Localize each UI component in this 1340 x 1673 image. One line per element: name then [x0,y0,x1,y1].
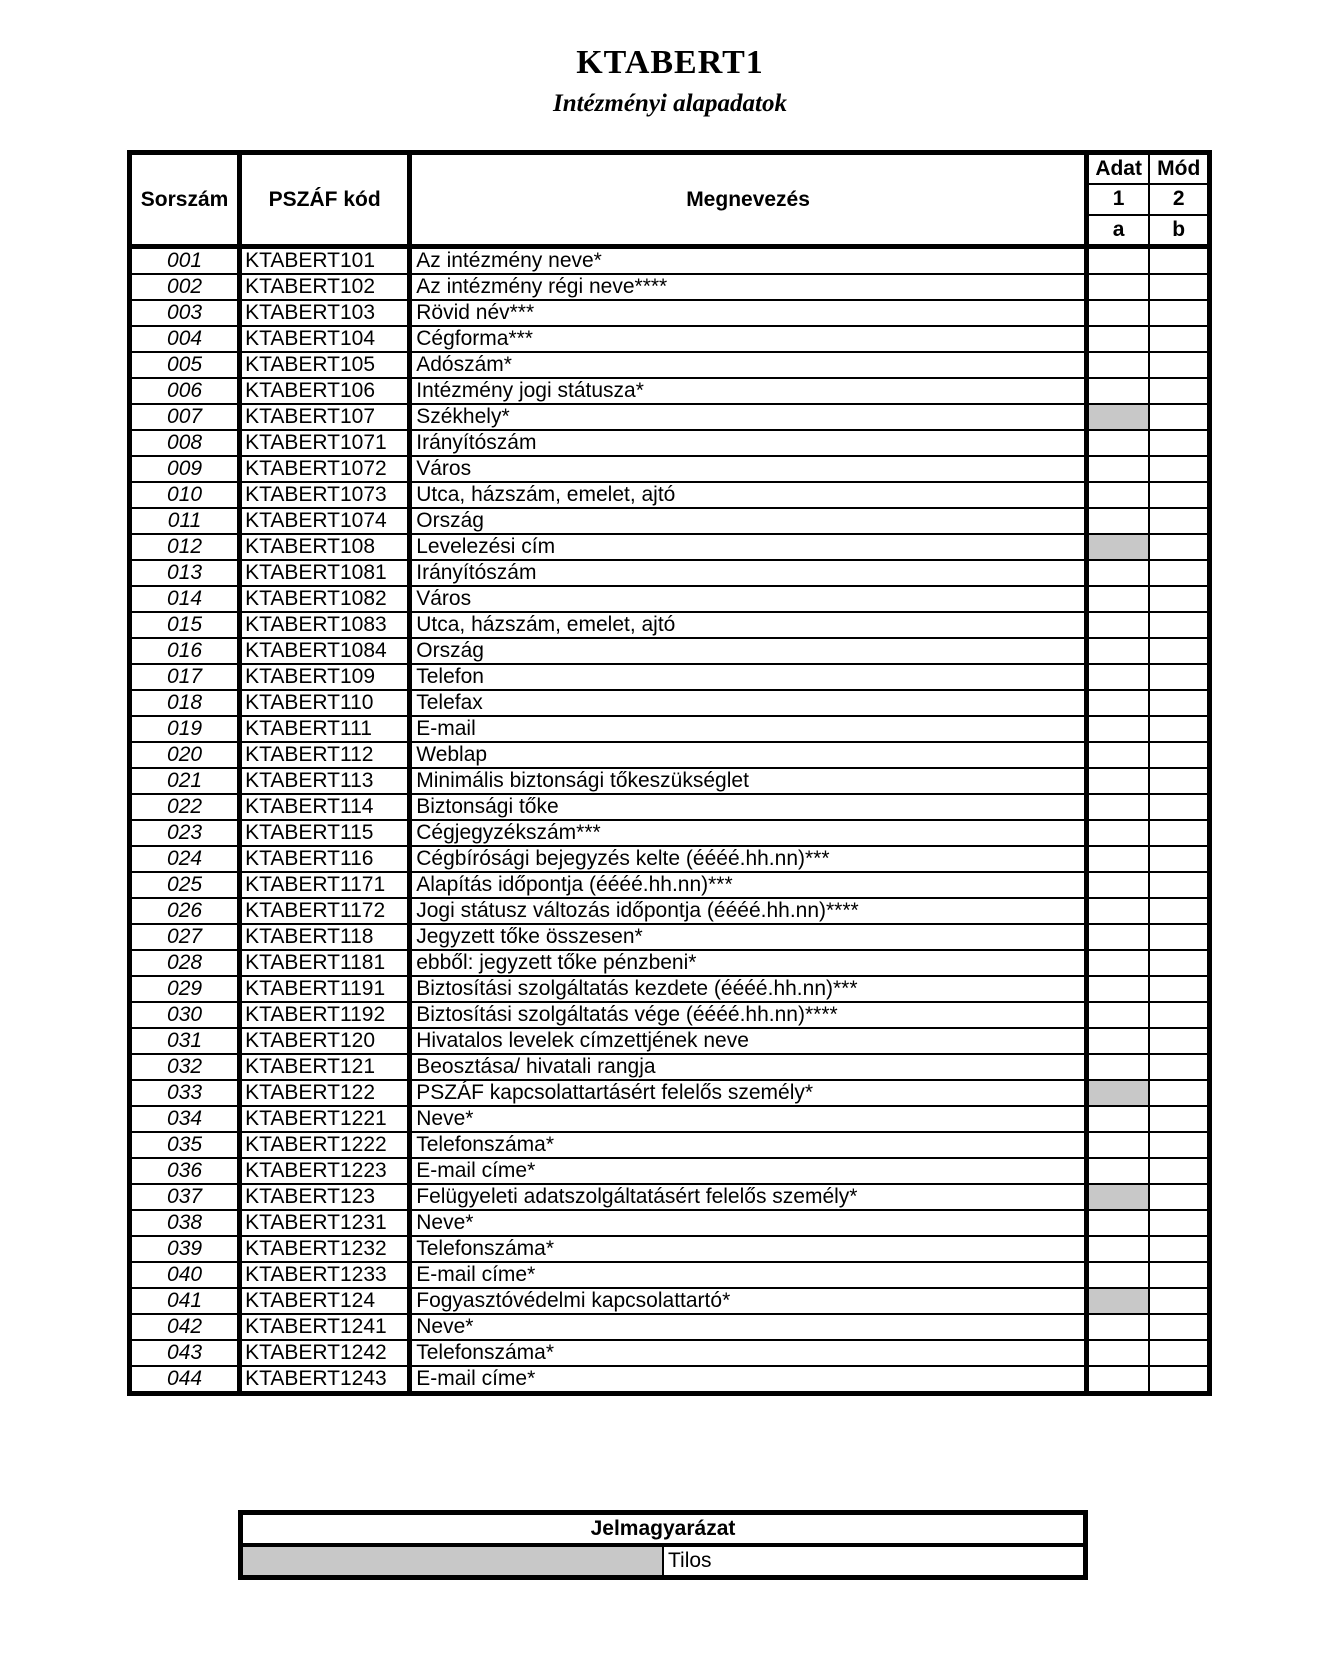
table-row [130,742,1210,768]
table-row [130,1366,1210,1394]
row-name: Alapítás időpontja (éééé.hh.nn)*** [410,872,1087,898]
row-mod-cell[interactable] [1149,326,1209,352]
row-mod-cell[interactable] [1149,300,1209,326]
header-mod: Mód [1149,153,1209,185]
row-adat-cell[interactable] [1086,456,1149,482]
row-mod-cell[interactable] [1149,1158,1209,1184]
row-adat-cell[interactable] [1086,924,1149,950]
row-code: KTABERT103 [240,300,410,326]
row-number: 011 [130,508,240,534]
row-adat-cell[interactable] [1086,638,1149,664]
row-code: KTABERT1241 [240,1314,410,1340]
row-number: 043 [130,1340,240,1366]
row-name: E-mail címe* [410,1262,1087,1288]
row-number: 042 [130,1314,240,1340]
row-name: Fogyasztóvédelmi kapcsolattartó* [410,1288,1087,1314]
row-mod-cell[interactable] [1149,534,1209,560]
row-number: 002 [130,274,240,300]
row-number: 012 [130,534,240,560]
row-name: Telefonszáma* [410,1132,1087,1158]
row-adat-cell[interactable] [1086,534,1149,560]
legend-table [238,1510,1088,1580]
row-adat-cell[interactable] [1086,612,1149,638]
row-mod-cell[interactable] [1149,976,1209,1002]
row-adat-cell[interactable] [1086,1262,1149,1288]
row-code: KTABERT1222 [240,1132,410,1158]
row-mod-cell[interactable] [1149,352,1209,378]
row-name: E-mail címe* [410,1158,1087,1184]
row-adat-cell[interactable] [1086,1080,1149,1106]
table-row [130,534,1210,560]
row-adat-cell[interactable] [1086,560,1149,586]
row-code: KTABERT1233 [240,1262,410,1288]
table-row [130,560,1210,586]
table-row [130,274,1210,300]
row-adat-cell[interactable] [1086,326,1149,352]
row-number: 038 [130,1210,240,1236]
row-adat-cell[interactable] [1086,274,1149,300]
table-body [130,247,1210,1394]
row-number: 031 [130,1028,240,1054]
row-number: 039 [130,1236,240,1262]
row-adat-cell[interactable] [1086,1054,1149,1080]
row-adat-cell[interactable] [1086,1288,1149,1314]
row-code: KTABERT1181 [240,950,410,976]
row-name: Cégjegyzékszám*** [410,820,1087,846]
row-code: KTABERT1221 [240,1106,410,1132]
header-adat-num: 1 [1086,184,1149,214]
row-number: 032 [130,1054,240,1080]
row-number: 005 [130,352,240,378]
row-number: 017 [130,664,240,690]
row-adat-cell[interactable] [1086,1132,1149,1158]
row-adat-cell[interactable] [1086,742,1149,768]
table-row [130,1158,1210,1184]
row-code: KTABERT1171 [240,872,410,898]
row-code: KTABERT1231 [240,1210,410,1236]
row-number: 018 [130,690,240,716]
row-adat-cell[interactable] [1086,300,1149,326]
row-code: KTABERT114 [240,794,410,820]
row-name: Telefonszáma* [410,1340,1087,1366]
row-mod-cell[interactable] [1149,820,1209,846]
row-adat-cell[interactable] [1086,1236,1149,1262]
row-number: 027 [130,924,240,950]
row-code: KTABERT101 [240,247,410,275]
row-name: Város [410,456,1087,482]
row-number: 004 [130,326,240,352]
row-adat-cell[interactable] [1086,1314,1149,1340]
row-mod-cell[interactable] [1149,456,1209,482]
row-mod-cell[interactable] [1149,1054,1209,1080]
row-code: KTABERT1072 [240,456,410,482]
row-number: 034 [130,1106,240,1132]
table-row [130,1262,1210,1288]
table-row [130,846,1210,872]
row-number: 023 [130,820,240,846]
row-adat-cell[interactable] [1086,352,1149,378]
table-row [130,1080,1210,1106]
table-row [130,898,1210,924]
row-code: KTABERT123 [240,1184,410,1210]
row-code: KTABERT1082 [240,586,410,612]
row-number: 044 [130,1366,240,1394]
row-code: KTABERT1223 [240,1158,410,1184]
row-name: E-mail [410,716,1087,742]
row-code: KTABERT120 [240,1028,410,1054]
row-mod-cell[interactable] [1149,482,1209,508]
table-row [130,404,1210,430]
row-mod-cell[interactable] [1149,1210,1209,1236]
table-row [130,456,1210,482]
row-adat-cell[interactable] [1086,1002,1149,1028]
row-name: E-mail címe* [410,1366,1087,1394]
row-name: Az intézmény régi neve**** [410,274,1087,300]
row-adat-cell[interactable] [1086,1028,1149,1054]
row-mod-cell[interactable] [1149,846,1209,872]
row-name: Felügyeleti adatszolgáltatásért felelős személy* [410,1184,1087,1210]
row-mod-cell[interactable] [1149,924,1209,950]
row-mod-cell[interactable] [1149,794,1209,820]
row-mod-cell[interactable] [1149,1340,1209,1366]
row-code: KTABERT104 [240,326,410,352]
table-row [130,1210,1210,1236]
row-name: Utca, házszám, emelet, ajtó [410,482,1087,508]
table-row [130,690,1210,716]
row-name: Levelezési cím [410,534,1087,560]
row-mod-cell[interactable] [1149,690,1209,716]
table-row [130,612,1210,638]
table-row [130,1340,1210,1366]
row-mod-cell[interactable] [1149,1002,1209,1028]
row-code: KTABERT1071 [240,430,410,456]
row-adat-cell[interactable] [1086,768,1149,794]
legend-swatch [241,1545,664,1578]
row-number: 019 [130,716,240,742]
table-row [130,768,1210,794]
row-name: Ország [410,638,1087,664]
row-name: Telefonszáma* [410,1236,1087,1262]
row-name: Adószám* [410,352,1087,378]
table-row [130,950,1210,976]
row-number: 037 [130,1184,240,1210]
row-code: KTABERT118 [240,924,410,950]
row-number: 021 [130,768,240,794]
table-row [130,976,1210,1002]
table-row [130,508,1210,534]
row-number: 028 [130,950,240,976]
row-adat-cell[interactable] [1086,950,1149,976]
row-mod-cell[interactable] [1149,1288,1209,1314]
row-code: KTABERT1172 [240,898,410,924]
row-adat-cell[interactable] [1086,872,1149,898]
row-code: KTABERT105 [240,352,410,378]
row-name: Beosztása/ hivatali rangja [410,1054,1087,1080]
row-mod-cell[interactable] [1149,1236,1209,1262]
table-row [130,1054,1210,1080]
row-code: KTABERT116 [240,846,410,872]
row-number: 020 [130,742,240,768]
row-adat-cell[interactable] [1086,664,1149,690]
row-mod-cell[interactable] [1149,1314,1209,1340]
row-code: KTABERT106 [240,378,410,404]
row-mod-cell[interactable] [1149,742,1209,768]
header-mod-num: 2 [1149,184,1209,214]
row-name: Az intézmény neve* [410,247,1087,275]
table-row [130,1106,1210,1132]
row-name: Telefon [410,664,1087,690]
row-adat-cell[interactable] [1086,794,1149,820]
row-mod-cell[interactable] [1149,508,1209,534]
row-code: KTABERT1073 [240,482,410,508]
row-mod-cell[interactable] [1149,404,1209,430]
row-adat-cell[interactable] [1086,898,1149,924]
row-mod-cell[interactable] [1149,1080,1209,1106]
row-adat-cell[interactable] [1086,1210,1149,1236]
row-code: KTABERT109 [240,664,410,690]
table-row [130,352,1210,378]
row-name: Cégbírósági bejegyzés kelte (éééé.hh.nn)*** [410,846,1087,872]
row-name: Minimális biztonsági tőkeszükséglet [410,768,1087,794]
row-adat-cell[interactable] [1086,482,1149,508]
row-code: KTABERT122 [240,1080,410,1106]
row-code: KTABERT112 [240,742,410,768]
table-row [130,430,1210,456]
row-code: KTABERT111 [240,716,410,742]
row-mod-cell[interactable] [1149,586,1209,612]
table-row [130,1132,1210,1158]
row-adat-cell[interactable] [1086,1366,1149,1394]
header-megnevezes: Megnevezés [410,153,1087,247]
row-name: Rövid név*** [410,300,1087,326]
row-adat-cell[interactable] [1086,690,1149,716]
header-sorszam: Sorszám [130,153,240,247]
row-name: Jegyzett tőke összesen* [410,924,1087,950]
row-number: 007 [130,404,240,430]
row-name: Hivatalos levelek címzettjének neve [410,1028,1087,1054]
row-code: KTABERT115 [240,820,410,846]
row-number: 016 [130,638,240,664]
table-row [130,1184,1210,1210]
table-row [130,820,1210,846]
header-mod-letter: b [1149,215,1209,247]
row-mod-cell[interactable] [1149,898,1209,924]
table-row [130,638,1210,664]
row-code: KTABERT1191 [240,976,410,1002]
row-number: 030 [130,1002,240,1028]
row-mod-cell[interactable] [1149,274,1209,300]
legend-label: Tilos [663,1545,1086,1578]
row-name: Biztonsági tőke [410,794,1087,820]
row-number: 001 [130,247,240,275]
row-number: 033 [130,1080,240,1106]
row-mod-cell[interactable] [1149,378,1209,404]
table-row [130,247,1210,275]
row-name: Irányítószám [410,560,1087,586]
row-number: 010 [130,482,240,508]
row-number: 036 [130,1158,240,1184]
row-number: 041 [130,1288,240,1314]
row-code: KTABERT108 [240,534,410,560]
row-name: Jogi státusz változás időpontja (éééé.hh.nn)**** [410,898,1087,924]
row-name: PSZÁF kapcsolattartásért felelős személy* [410,1080,1087,1106]
row-mod-cell[interactable] [1149,430,1209,456]
row-number: 029 [130,976,240,1002]
row-adat-cell[interactable] [1086,820,1149,846]
row-number: 015 [130,612,240,638]
table-row [130,716,1210,742]
row-adat-cell[interactable] [1086,1106,1149,1132]
header-pszaf-kod: PSZÁF kód [240,153,410,247]
row-number: 024 [130,846,240,872]
row-number: 014 [130,586,240,612]
row-number: 006 [130,378,240,404]
page-title: KTABERT1 [576,44,764,81]
row-code: KTABERT124 [240,1288,410,1314]
row-code: KTABERT1242 [240,1340,410,1366]
legend-title: Jelmagyarázat [241,1513,1086,1546]
table-row [130,1028,1210,1054]
row-mod-cell[interactable] [1149,950,1209,976]
row-name: Székhely* [410,404,1087,430]
row-name: Intézmény jogi státusza* [410,378,1087,404]
row-mod-cell[interactable] [1149,560,1209,586]
row-name: Telefax [410,690,1087,716]
table-row [130,794,1210,820]
row-name: Irányítószám [410,430,1087,456]
table-row [130,1236,1210,1262]
row-number: 003 [130,300,240,326]
row-adat-cell[interactable] [1086,404,1149,430]
row-adat-cell[interactable] [1086,1340,1149,1366]
row-name: Ország [410,508,1087,534]
row-code: KTABERT110 [240,690,410,716]
row-mod-cell[interactable] [1149,768,1209,794]
row-adat-cell[interactable] [1086,976,1149,1002]
row-number: 026 [130,898,240,924]
row-mod-cell[interactable] [1149,247,1209,275]
row-adat-cell[interactable] [1086,430,1149,456]
row-adat-cell[interactable] [1086,586,1149,612]
table-row [130,1002,1210,1028]
header-adat-letter: a [1086,215,1149,247]
table-row [130,664,1210,690]
row-code: KTABERT1232 [240,1236,410,1262]
row-code: KTABERT1084 [240,638,410,664]
table-row [130,326,1210,352]
row-mod-cell[interactable] [1149,1132,1209,1158]
row-adat-cell[interactable] [1086,716,1149,742]
row-name: Cégforma*** [410,326,1087,352]
row-name: Neve* [410,1314,1087,1340]
row-mod-cell[interactable] [1149,1262,1209,1288]
row-adat-cell[interactable] [1086,846,1149,872]
row-code: KTABERT1243 [240,1366,410,1394]
row-code: KTABERT1192 [240,1002,410,1028]
row-code: KTABERT1074 [240,508,410,534]
row-mod-cell[interactable] [1149,1184,1209,1210]
row-number: 013 [130,560,240,586]
header-adat: Adat [1086,153,1149,185]
row-code: KTABERT102 [240,274,410,300]
row-mod-cell[interactable] [1149,612,1209,638]
table-row [130,872,1210,898]
table-row [130,300,1210,326]
row-name: Utca, házszám, emelet, ajtó [410,612,1087,638]
row-mod-cell[interactable] [1149,1028,1209,1054]
table-row [130,378,1210,404]
row-number: 040 [130,1262,240,1288]
table-row [130,482,1210,508]
data-table [127,150,1212,1396]
table-row [130,924,1210,950]
row-number: 009 [130,456,240,482]
row-number: 035 [130,1132,240,1158]
table-row [130,1288,1210,1314]
row-mod-cell[interactable] [1149,638,1209,664]
table-row [130,586,1210,612]
row-name: Weblap [410,742,1087,768]
row-mod-cell[interactable] [1149,1366,1209,1394]
row-name: Város [410,586,1087,612]
row-number: 022 [130,794,240,820]
row-number: 025 [130,872,240,898]
row-adat-cell[interactable] [1086,1158,1149,1184]
row-name: Biztosítási szolgáltatás vége (éééé.hh.nn)**** [410,1002,1087,1028]
row-code: KTABERT113 [240,768,410,794]
row-name: Biztosítási szolgáltatás kezdete (éééé.hh.nn)*** [410,976,1087,1002]
row-mod-cell[interactable] [1149,872,1209,898]
row-code: KTABERT1083 [240,612,410,638]
row-code: KTABERT121 [240,1054,410,1080]
row-adat-cell[interactable] [1086,508,1149,534]
row-mod-cell[interactable] [1149,664,1209,690]
row-adat-cell[interactable] [1086,378,1149,404]
row-number: 008 [130,430,240,456]
row-mod-cell[interactable] [1149,716,1209,742]
page-subtitle: Intézményi alapadatok [552,90,788,117]
row-name: ebből: jegyzett tőke pénzbeni* [410,950,1087,976]
row-adat-cell[interactable] [1086,247,1149,275]
row-code: KTABERT1081 [240,560,410,586]
table-row [130,1314,1210,1340]
row-code: KTABERT107 [240,404,410,430]
row-name: Neve* [410,1106,1087,1132]
row-mod-cell[interactable] [1149,1106,1209,1132]
row-name: Neve* [410,1210,1087,1236]
row-adat-cell[interactable] [1086,1184,1149,1210]
